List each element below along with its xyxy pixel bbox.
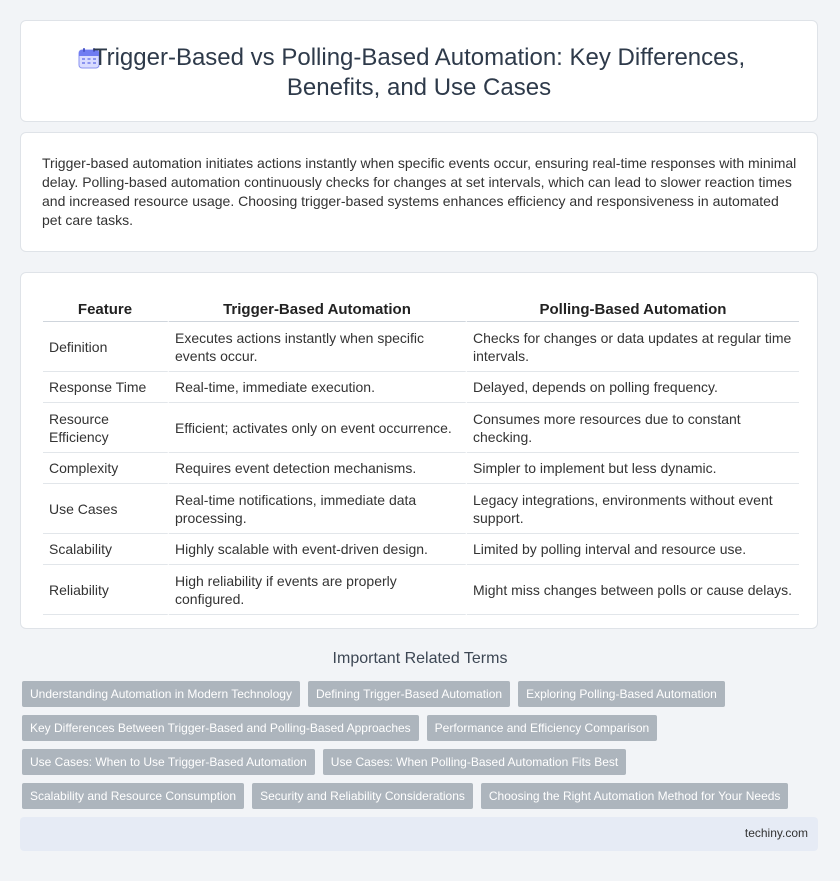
table-row	[43, 322, 799, 372]
related-terms-list	[22, 681, 822, 817]
table-row	[43, 484, 799, 534]
related-term-tag[interactable]: Performance and Efficiency Comparison	[427, 715, 658, 741]
comparison-card	[20, 272, 818, 629]
related-term-tag[interactable]: Scalability and Resource Consumption	[22, 783, 244, 809]
column-header-polling: Polling-Based Automation	[467, 295, 799, 322]
page-title	[21, 43, 817, 103]
related-terms-heading: Important Related Terms	[332, 650, 508, 667]
footer-site-link[interactable]: techiny.com	[744, 826, 808, 840]
related-term-tag[interactable]: Exploring Polling-Based Automation	[518, 681, 725, 707]
intro-paragraph: Trigger-based automation initiates actions instantly when specific events occur, ensuring real-time responses with minimal delay. Polling-based automation continuously checks for changes at set intervals, which can lead to slower reaction times and increased resource usage. Choosing trigger-based systems enhances efficiency and responsiveness in automated pet care tasks.	[42, 155, 797, 228]
related-term-tag[interactable]: Understanding Automation in Modern Technology	[22, 681, 300, 707]
feature-cell: Complexity	[43, 453, 169, 484]
tag-row	[22, 783, 822, 809]
related-term-tag[interactable]: Use Cases: When Polling-Based Automation Fits Best	[323, 749, 626, 775]
feature-cell: Resource Efficiency	[43, 403, 169, 453]
polling-cell: Simpler to implement but less dynamic.	[467, 453, 799, 484]
table-row	[43, 534, 799, 565]
feature-cell: Scalability	[43, 534, 169, 565]
table-row	[43, 403, 799, 453]
trigger-cell: Real-time, immediate execution.	[169, 372, 467, 403]
page-title-line-1: Trigger-Based vs Polling-Based Automation: Key Differences,	[92, 44, 746, 71]
table-header-row	[43, 295, 799, 322]
table-row	[43, 453, 799, 484]
title-card	[20, 20, 818, 122]
polling-cell: Consumes more resources due to constant checking.	[467, 403, 799, 453]
intro-card	[20, 132, 818, 252]
polling-cell: Limited by polling interval and resource use.	[467, 534, 799, 565]
tag-row	[22, 681, 822, 707]
column-header-trigger: Trigger-Based Automation	[169, 295, 467, 322]
tag-row	[22, 715, 822, 741]
column-header-feature: Feature	[43, 295, 169, 322]
footer	[20, 817, 818, 851]
related-term-tag[interactable]: Use Cases: When to Use Trigger-Based Automation	[22, 749, 315, 775]
tag-row	[22, 749, 822, 775]
feature-cell: Definition	[43, 322, 169, 372]
polling-cell: Legacy integrations, environments without event support.	[467, 484, 799, 534]
trigger-cell: Highly scalable with event-driven design.	[169, 534, 467, 565]
comparison-table	[43, 295, 799, 615]
trigger-cell: Requires event detection mechanisms.	[169, 453, 467, 484]
trigger-cell: Real-time notifications, immediate data processing.	[169, 484, 467, 534]
page-title-line-2: Benefits, and Use Cases	[286, 74, 552, 101]
feature-cell: Use Cases	[43, 484, 169, 534]
feature-cell: Response Time	[43, 372, 169, 403]
trigger-cell: Efficient; activates only on event occurrence.	[169, 403, 467, 453]
related-term-tag[interactable]: Defining Trigger-Based Automation	[308, 681, 510, 707]
polling-cell: Checks for changes or data updates at regular time intervals.	[467, 322, 799, 372]
related-term-tag[interactable]: Choosing the Right Automation Method for Your Needs	[481, 783, 789, 809]
trigger-cell: High reliability if events are properly configured.	[169, 565, 467, 615]
feature-cell: Reliability	[43, 565, 169, 615]
table-row	[43, 565, 799, 615]
polling-cell: Delayed, depends on polling frequency.	[467, 372, 799, 403]
trigger-cell: Executes actions instantly when specific events occur.	[169, 322, 467, 372]
related-term-tag[interactable]: Key Differences Between Trigger-Based and Polling-Based Approaches	[22, 715, 419, 741]
polling-cell: Might miss changes between polls or cause delays.	[467, 565, 799, 615]
related-term-tag[interactable]: Security and Reliability Considerations	[252, 783, 473, 809]
table-row	[43, 372, 799, 403]
